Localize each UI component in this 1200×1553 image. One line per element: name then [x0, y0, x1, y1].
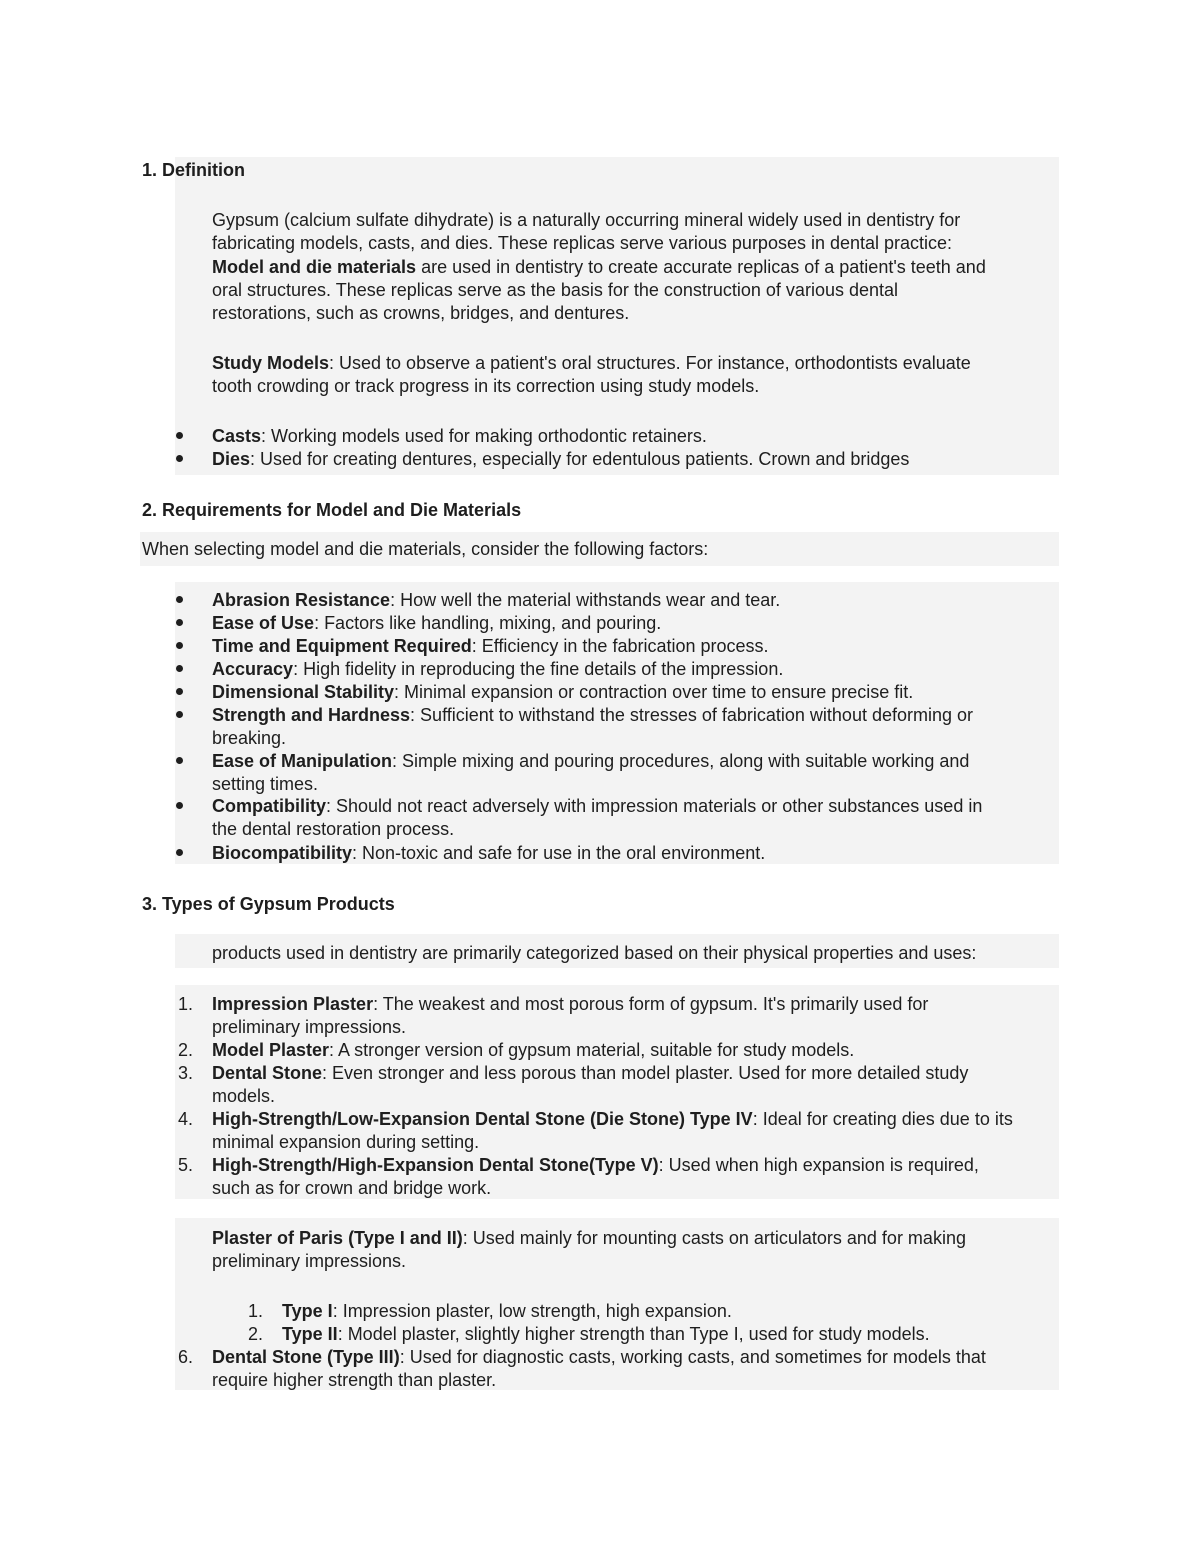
section-heading-types: 3. Types of Gypsum Products — [142, 894, 395, 914]
list-item-term: Type II — [282, 1324, 338, 1344]
list-item-text: : High fidelity in reproducing the fine details of the impression. — [293, 659, 784, 679]
list-item-continuation: models. — [212, 1086, 276, 1106]
list-item-text: : Used when high expansion is required, — [658, 1155, 979, 1175]
list-item-text: : The weakest and most porous form of gypsum. It's primarily used for — [373, 994, 929, 1014]
list-item-term: Dies — [212, 449, 251, 469]
list-number: 1. — [177, 994, 193, 1014]
list-item-die-stone-type-iv — [212, 1108, 1013, 1130]
list-item-abrasion-resistance — [212, 589, 780, 611]
list-item-continuation: preliminary impressions. — [212, 1017, 407, 1037]
list-item-text: : Should not react adversely with impression materials or other substances used in — [326, 796, 983, 816]
requirements-intro: When selecting model and die materials, consider the following factors: — [142, 539, 709, 559]
bullet-dot — [176, 757, 183, 764]
bullet-dot — [176, 665, 183, 672]
list-item-text: : Simple mixing and pouring procedures, along with suitable working and — [392, 751, 970, 771]
list-item-accuracy — [212, 658, 783, 680]
model-die-materials-line: oral structures. These replicas serve as the basis for the construction of various dental — [212, 280, 899, 300]
list-item-model-plaster — [212, 1039, 854, 1061]
bullet-dot — [176, 455, 183, 462]
list-item-term: Abrasion Resistance — [212, 590, 391, 610]
list-item-term: Biocompatibility — [212, 843, 353, 863]
list-item-dental-stone-type-iii — [212, 1346, 986, 1368]
model-die-materials-line: restorations, such as crowns, bridges, and dentures. — [212, 303, 630, 323]
list-item-ease-of-use — [212, 612, 661, 634]
list-item-text: : Impression plaster, low strength, high expansion. — [332, 1301, 732, 1321]
list-number: 5. — [177, 1155, 193, 1175]
list-item-term: Dental Stone (Type III) — [212, 1347, 400, 1367]
list-item-continuation: require higher strength than plaster. — [212, 1370, 497, 1390]
definition-paragraph-line: Gypsum (calcium sulfate dihydrate) is a naturally occurring mineral widely used in dentistry for — [212, 210, 961, 230]
list-item-ease-of-manipulation — [212, 750, 969, 772]
bullet-dot — [176, 596, 183, 603]
list-item-term: Type I — [282, 1301, 333, 1321]
list-item-term: Ease of Manipulation — [212, 751, 393, 771]
sub-item-type-i — [282, 1300, 732, 1322]
list-item-dies — [212, 448, 909, 470]
plaster-of-paris-line — [212, 1227, 966, 1249]
bullet-dot — [176, 849, 183, 856]
list-item-term: Model Plaster — [212, 1040, 330, 1060]
bullet-dot — [176, 432, 183, 439]
list-item-casts — [212, 425, 707, 447]
list-item-continuation: minimal expansion during setting. — [212, 1132, 480, 1152]
model-die-materials-line — [212, 256, 986, 278]
list-number: 6. — [177, 1347, 193, 1367]
plaster-of-paris-line: preliminary impressions. — [212, 1251, 407, 1271]
model-die-term: Model and die materials — [212, 257, 417, 277]
list-number: 4. — [177, 1109, 193, 1129]
list-item-text: : Ideal for creating dies due to its — [752, 1109, 1013, 1129]
bullet-dot — [176, 642, 183, 649]
sub-item-type-ii — [282, 1323, 930, 1345]
list-item-term: High-Strength/High-Expansion Dental Stone(Type V) — [212, 1155, 659, 1175]
list-item-continuation: the dental restoration process. — [212, 819, 455, 839]
list-item-text: : Non-toxic and safe for use in the oral environment. — [352, 843, 766, 863]
list-number: 3. — [177, 1063, 193, 1083]
list-item-strength-hardness — [212, 704, 973, 726]
list-item-continuation: setting times. — [212, 774, 319, 794]
plaster-of-paris-term: Plaster of Paris (Type I and II) — [212, 1228, 463, 1248]
list-item-text: : Used for diagnostic casts, working casts, and sometimes for models that — [399, 1347, 986, 1367]
list-item-term: Compatibility — [212, 796, 327, 816]
list-item-continuation: such as for crown and bridge work. — [212, 1178, 492, 1198]
list-item-term: Ease of Use — [212, 613, 315, 633]
study-models-text: : Used to observe a patient's oral structures. For instance, orthodontists evaluate — [329, 353, 971, 373]
list-number: 2. — [247, 1324, 263, 1344]
list-item-term: Accuracy — [212, 659, 294, 679]
model-die-text: are used in dentistry to create accurate replicas of a patient's teeth and — [416, 257, 986, 277]
bullet-dot — [176, 688, 183, 695]
list-item-term: Dimensional Stability — [212, 682, 395, 702]
list-item-dimensional-stability — [212, 681, 913, 703]
list-item-text: : Efficiency in the fabrication process. — [471, 636, 769, 656]
section-heading-definition: 1. Definition — [142, 160, 245, 180]
list-item-time-equipment — [212, 635, 769, 657]
list-item-text: : Sufficient to withstand the stresses of fabrication without deforming or — [410, 705, 974, 725]
bullet-dot — [176, 711, 183, 718]
definition-paragraph-line: fabricating models, casts, and dies. These replicas serve various purposes in dental practice: — [212, 233, 953, 253]
list-item-text: : Working models used for making orthodontic retainers. — [261, 426, 707, 446]
list-number: 1. — [247, 1301, 263, 1321]
list-item-text: : A stronger version of gypsum material, suitable for study models. — [329, 1040, 855, 1060]
list-item-dental-stone — [212, 1062, 968, 1084]
list-item-continuation: breaking. — [212, 728, 287, 748]
list-item-text: : Model plaster, slightly higher strength than Type I, used for study models. — [337, 1324, 930, 1344]
list-item-term: Casts — [212, 426, 262, 446]
plaster-of-paris-text: : Used mainly for mounting casts on articulators and for making — [462, 1228, 966, 1248]
list-item-term: High-Strength/Low-Expansion Dental Stone (Die Stone) Type IV — [212, 1109, 753, 1129]
list-item-compatibility — [212, 795, 982, 817]
list-item-term: Impression Plaster — [212, 994, 374, 1014]
list-item-term: Time and Equipment Required — [212, 636, 472, 656]
types-intro: products used in dentistry are primarily categorized based on their physical properties and uses: — [212, 943, 977, 963]
list-item-term: Strength and Hardness — [212, 705, 411, 725]
list-item-text: : Used for creating dentures, especially for edentulous patients. Crown and bridges — [250, 449, 910, 469]
list-number: 2. — [177, 1040, 193, 1060]
list-item-term: Dental Stone — [212, 1063, 323, 1083]
study-models-line — [212, 352, 971, 374]
section-heading-requirements: 2. Requirements for Model and Die Materials — [142, 500, 522, 520]
list-item-impression-plaster — [212, 993, 928, 1015]
list-item-text: : How well the material withstands wear and tear. — [390, 590, 781, 610]
list-item-text: : Factors like handling, mixing, and pouring. — [314, 613, 662, 633]
list-item-biocompatibility — [212, 842, 765, 864]
list-item-type-v — [212, 1154, 979, 1176]
list-item-text: : Even stronger and less porous than model plaster. Used for more detailed study — [322, 1063, 969, 1083]
bullet-dot — [176, 802, 183, 809]
study-models-line: tooth crowding or track progress in its correction using study models. — [212, 376, 760, 396]
study-models-term: Study Models — [212, 353, 330, 373]
bullet-dot — [176, 619, 183, 626]
list-item-text: : Minimal expansion or contraction over time to ensure precise fit. — [394, 682, 914, 702]
